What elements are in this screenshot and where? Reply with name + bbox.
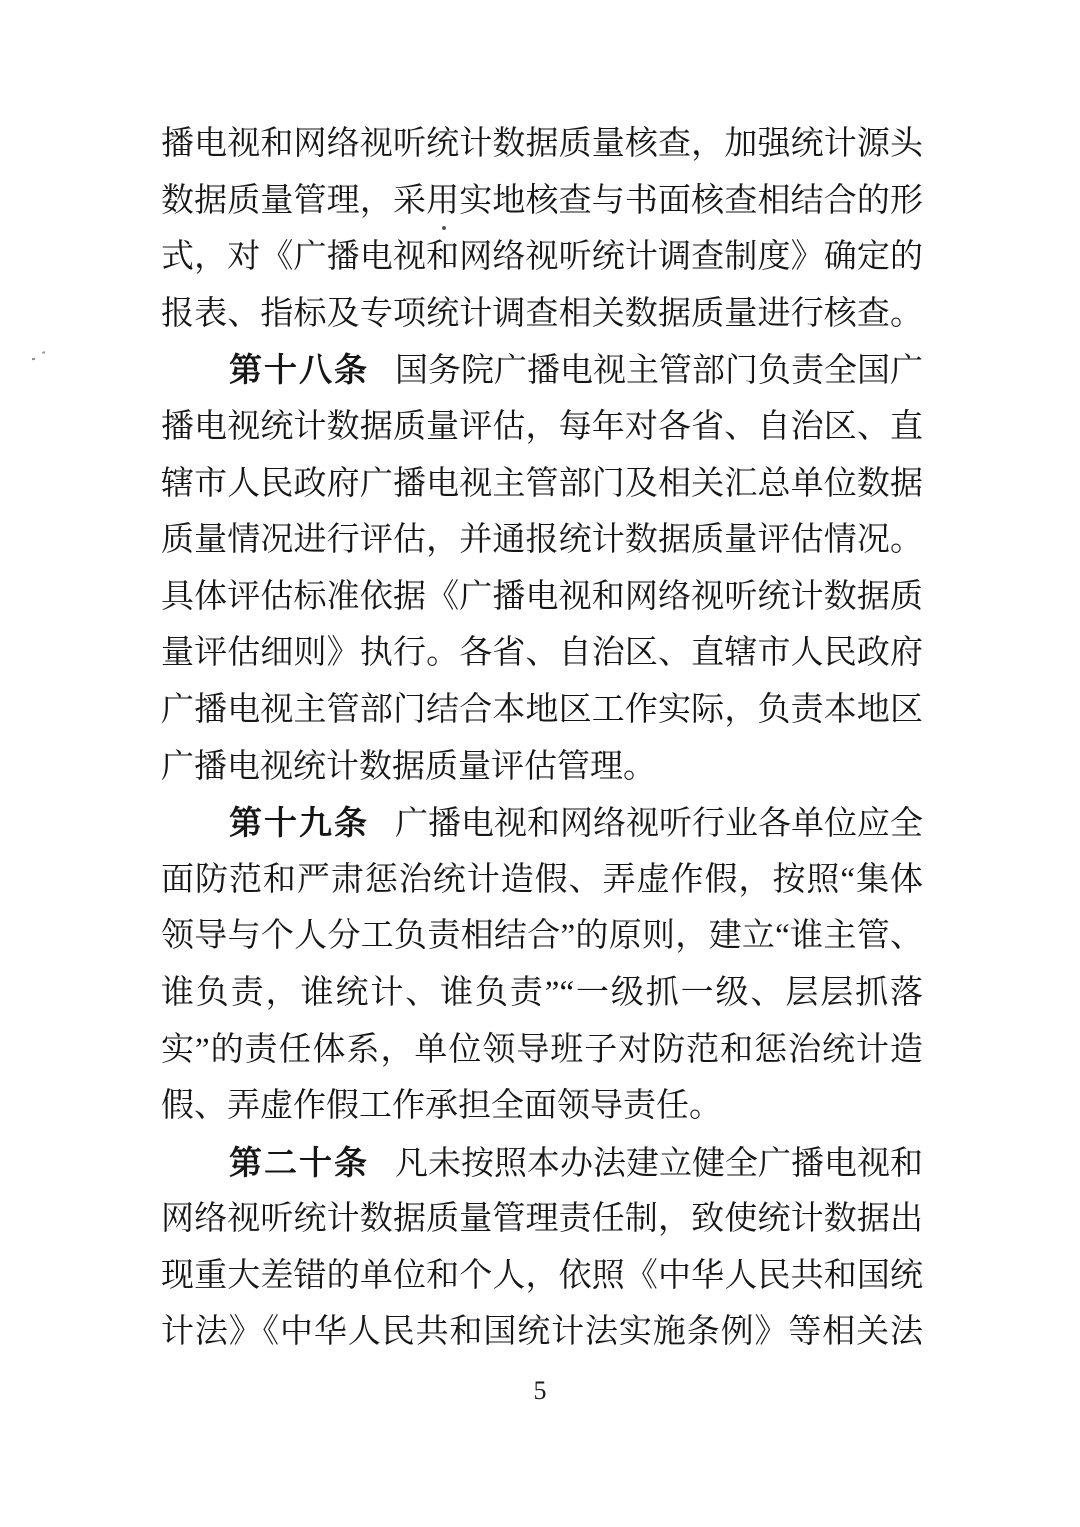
text-line: 式，对《广播电视和网络视听统计调查制度》确定的 (161, 239, 923, 276)
text-line: 网络视听统计数据质量管理责任制，致使统计数据出 (161, 1201, 923, 1238)
text-line: 报表、指标及专项统计调查相关数据质量进行核查。 (161, 295, 923, 332)
text-line: 广播电视主管部门结合本地区工作实际，负责本地区 (161, 691, 923, 728)
text-line: 假、弄虚作假工作承担全面领导责任。 (161, 1088, 722, 1125)
article-number: 第二十条 (229, 1143, 369, 1181)
text-line: 播电视统计数据质量评估，每年对各省、自治区、直 (161, 408, 923, 445)
text-line: 播电视和网络视听统计数据质量核查，加强统计源头 (161, 126, 923, 162)
text-line: 领导与个人分工负责相结合”的原则，建立“谁主管、 (161, 918, 923, 955)
scan-speck-margin (32, 358, 35, 360)
line-text: 凡未按照本办法建立健全广播电视和 (395, 1145, 923, 1182)
text-line: 辖市人民政府广播电视主管部门及相关汇总单位数据 (161, 465, 923, 502)
text-line (161, 795, 923, 852)
text-line: 广播电视统计数据质量评估管理。 (161, 748, 656, 785)
text-line: 量评估细则》执行。各省、自治区、直辖市人民政府 (161, 635, 923, 672)
text-line: 现重大差错的单位和个人，依照《中华人民共和国统 (161, 1257, 923, 1294)
text-line: 谁负责，谁统计、谁负责”“一级抓一级、层层抓落 (161, 974, 923, 1011)
text-line: 质量情况进行评估，并通报统计数据质量评估情况。 (161, 522, 923, 559)
text-line: 具体评估标准依据《广播电视和网络视听统计数据质 (161, 578, 923, 615)
line-text: 国务院广播电视主管部门负责全国广 (395, 353, 923, 390)
article-number: 第十九条 (229, 804, 369, 842)
line-text: 广播电视和网络视听行业各单位应全 (395, 806, 923, 843)
text-line: 数据质量管理，采用实地核查与书面核查相结合的形 (161, 182, 923, 219)
article-number: 第十八条 (229, 351, 369, 389)
text-line (161, 1135, 923, 1192)
page-number: 5 (533, 1376, 547, 1405)
body-text (161, 116, 923, 1361)
text-line: 计法》《中华人民共和国统计法实施条例》等相关法 (161, 1314, 923, 1351)
text-line: 实”的责任体系，单位领导班子对防范和惩治统计造 (161, 1031, 923, 1068)
text-line (161, 342, 923, 399)
text-line: 面防范和严肃惩治统计造假、弄虚作假，按照“集体 (161, 861, 923, 898)
